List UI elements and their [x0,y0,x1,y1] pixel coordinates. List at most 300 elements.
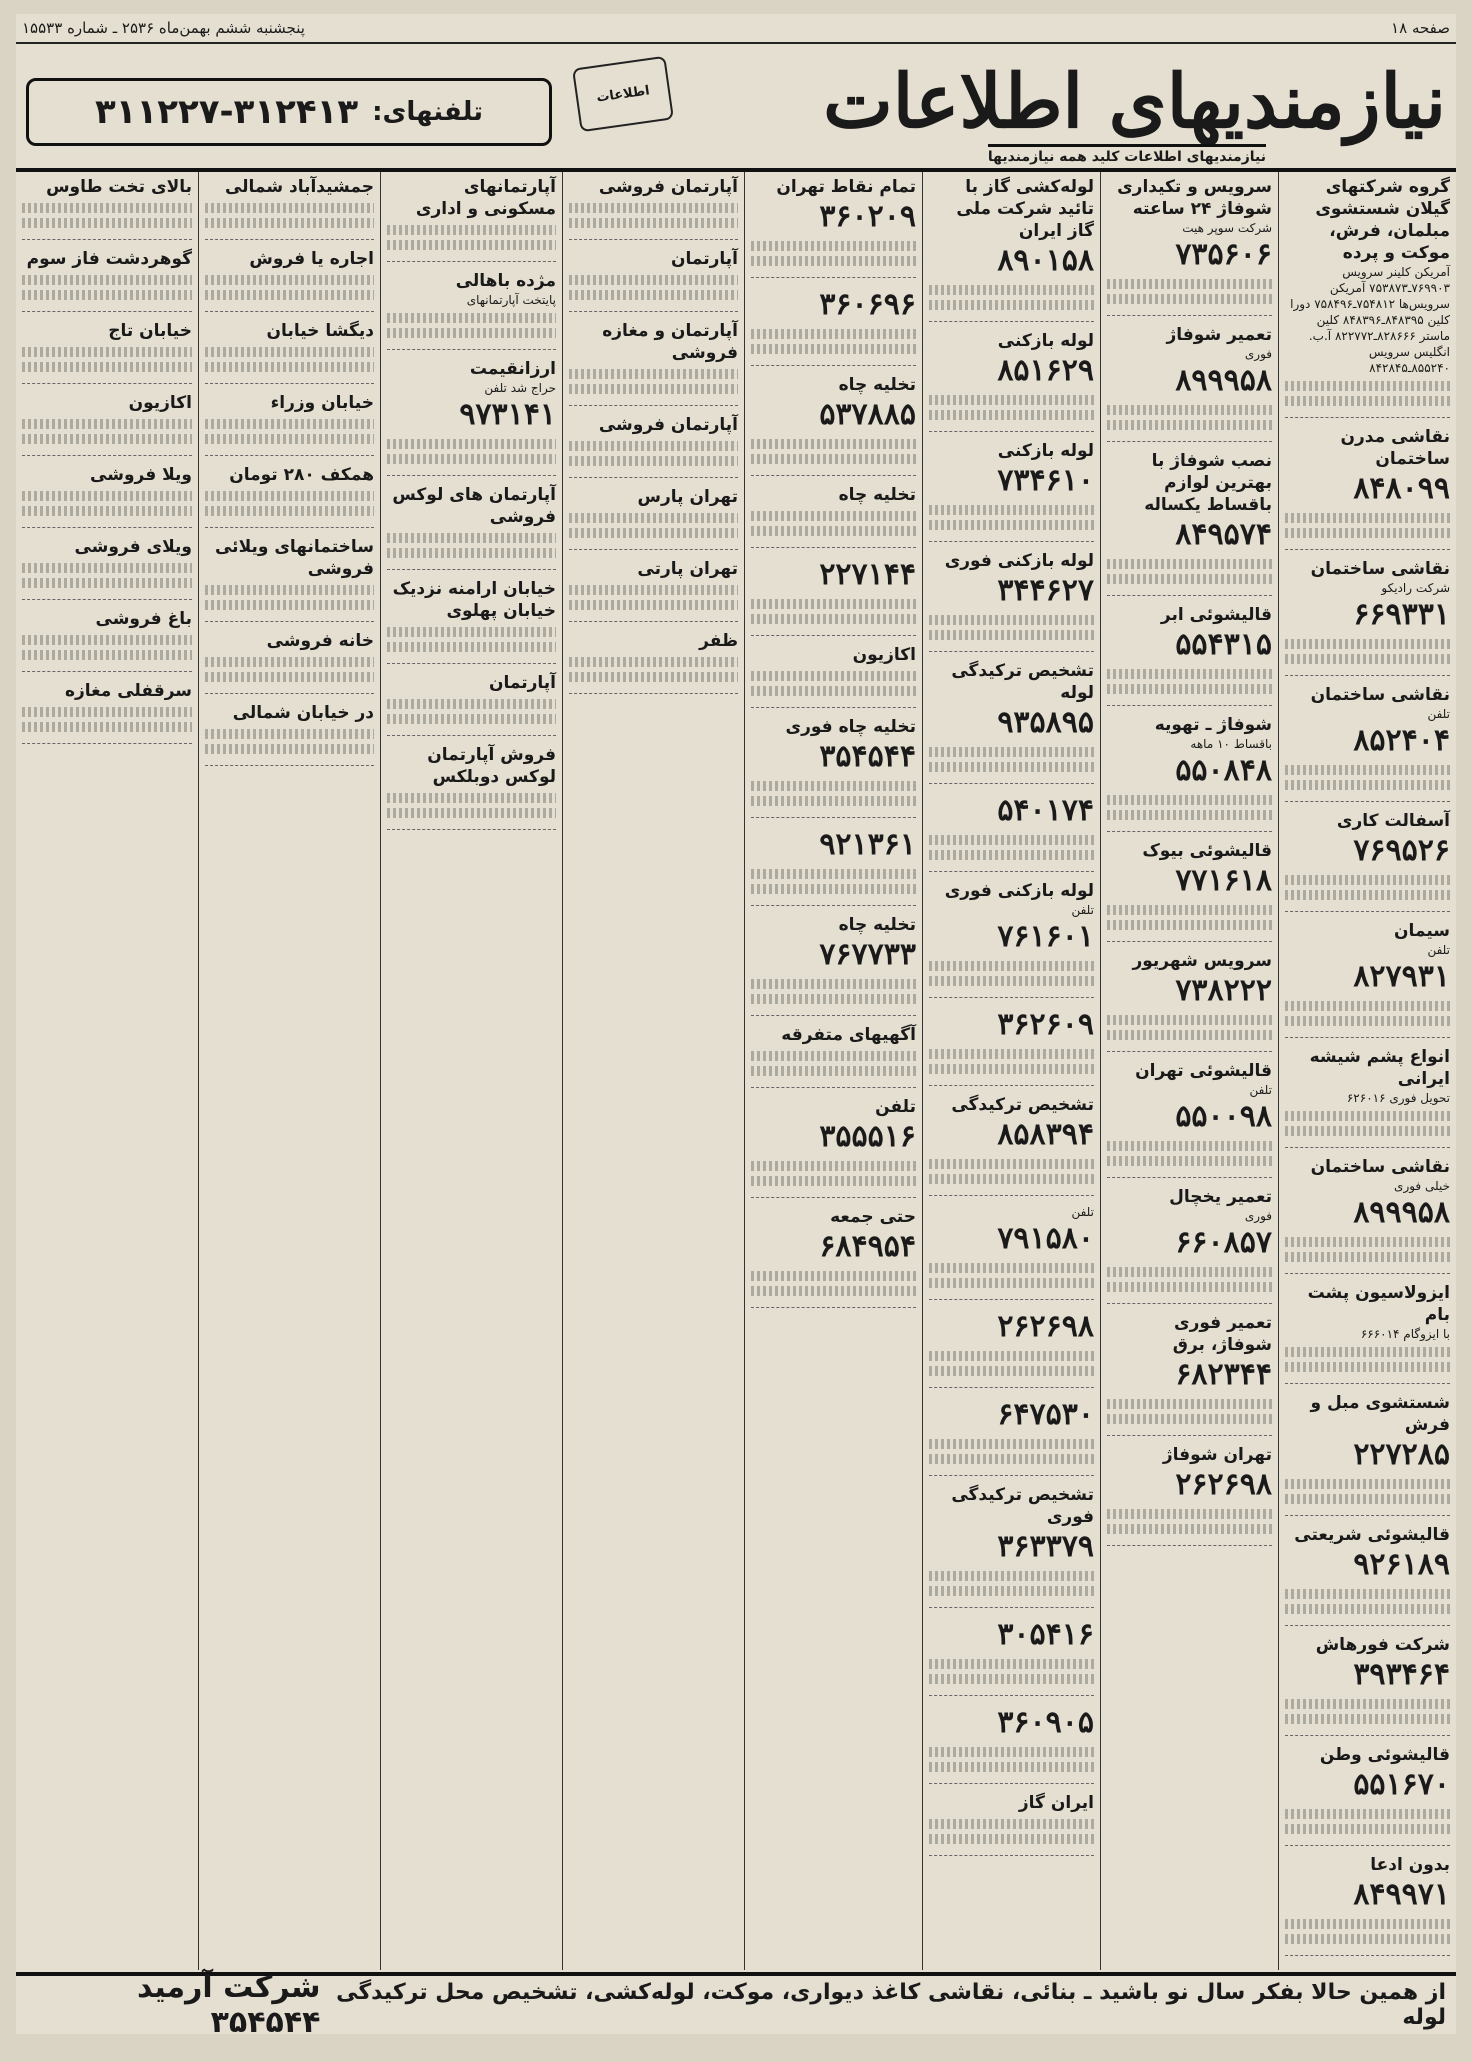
ad-body-lines [22,563,192,573]
ad-heading: تهران شوفاژ [1162,1445,1272,1465]
classified-ad [1285,176,1450,418]
ad-body-lines [751,671,916,681]
ad-text: تلفن [1249,1083,1272,1097]
ad-heading: نقاشی ساختمان [1310,685,1450,705]
ad-phone-number: ۸۹۹۹۵۸ [1353,1195,1450,1230]
ad-body-lines [929,520,1094,530]
ad-body-lines [1107,279,1272,289]
classified-ad [1285,1634,1450,1736]
classified-ad [22,536,192,600]
ad-body-lines [1107,669,1272,679]
classified-ad [205,536,374,622]
ad-text: با ایزوگام ۶۶۶۰۱۴ [1360,1327,1450,1341]
ad-heading: شوفاژ ـ تهویه [1154,715,1272,735]
ad-heading: آگهیهای متفرقه [781,1025,916,1045]
ad-body-lines [1107,574,1272,584]
ad-body-lines [205,290,374,300]
ad-heading: انواع پشم شیشه ایرانی [1309,1047,1450,1089]
ad-body-lines [929,630,1094,640]
ad-body-lines [751,1051,916,1061]
ad-phone-number: ۳۹۳۴۶۴ [1353,1657,1450,1692]
ad-body-lines [1107,294,1272,304]
ad-body-lines [1107,420,1272,430]
classified-ad [929,1704,1094,1784]
ad-body-lines [387,454,556,464]
classified-ad [929,660,1094,784]
ad-body-lines [1285,1479,1450,1489]
ad-body-lines [1285,1934,1450,1944]
ad-body-lines [569,585,738,595]
ad-phone-number: ۷۶۹۵۲۶ [1353,833,1450,868]
ad-phone-number: ۸۲۷۹۳۱ [1353,959,1450,994]
ad-body-lines [1285,1604,1450,1614]
ad-body-lines [569,384,738,394]
ad-heading: خانه فروشی [266,631,374,651]
issue-date: پنجشنبه ششم بهمن‌ماه ۲۵۳۶ ـ شماره ۱۵۵۳۳ [22,19,305,37]
ad-heading: حتی جمعه [830,1207,916,1227]
classified-ad [1285,1744,1450,1846]
classified-ad [1107,840,1272,942]
ad-phone-number: ۵۵۴۳۱۵ [1175,627,1272,662]
ad-heading: تهران پارس [637,487,738,507]
ad-body-lines [22,578,192,588]
classified-ad [387,484,556,570]
classified-ad [1285,1156,1450,1274]
ad-heading: نصب شوفاژ با بهترین لوازم باقساط یکساله [1144,451,1272,515]
ad-body-lines [751,511,916,521]
ad-heading: تعمیر فوری شوفاژ، برق [1172,1313,1272,1355]
classified-ad [1285,1046,1450,1148]
ad-heading: آپارتمانهای مسکونی و اداری [415,177,556,219]
ad-phone-number: ۸۴۹۵۷۴ [1175,517,1272,552]
ad-body-lines [751,994,916,1004]
ad-body-lines [569,657,738,667]
ad-body-lines [751,329,916,339]
ad-phone-number: ۳۶۰۶۹۶ [819,287,916,322]
classified-ad [387,270,556,350]
classified-ad [205,248,374,312]
classified-ad [569,630,738,694]
ad-body-lines [751,884,916,894]
classified-ad [751,1096,916,1198]
masthead-subtitle: نیازمندیهای اطلاعات کلید همه نیازمندیها [988,144,1266,165]
ad-body-lines [751,256,916,266]
ad-heading: آسفالت کاری [1336,811,1450,831]
ad-body-lines [22,506,192,516]
ad-body-lines [929,1571,1094,1581]
masthead [16,48,1456,172]
ad-text: تحویل فوری ۶۲۶۰۱۶ [1346,1091,1450,1105]
ad-heading: نقاشی مدرن ساختمان [1340,427,1450,469]
ad-body-lines [929,1674,1094,1684]
emblem-logo: اطلاعات [572,56,674,132]
ad-heading: سرویس شهریور [1132,951,1272,971]
classified-ad [929,550,1094,652]
ad-body-lines [751,869,916,879]
ad-body-lines [929,1454,1094,1464]
page-number: صفحه ۱۸ [1391,19,1450,37]
ad-heading: تخلیه چاه [838,485,916,505]
ad-body-lines [1285,1252,1450,1262]
ad-heading: آپارتمان فروشی [598,177,738,197]
ad-phone-number: ۹۲۶۱۸۹ [1353,1547,1450,1582]
ad-body-lines [569,275,738,285]
ad-text: باقساط ۱۰ ماهه [1190,737,1272,751]
ad-body-lines [929,976,1094,986]
ad-phone-number: ۷۹۱۵۸۰ [997,1221,1094,1256]
ad-body-lines [1107,1399,1272,1409]
ad-body-lines [22,491,192,501]
classified-ad [1107,1312,1272,1436]
classified-ad [1285,1282,1450,1384]
ad-body-lines [1285,1001,1450,1011]
ad-text: حراج شد تلفن [484,381,556,395]
ad-heading: لوله بازکنی [997,331,1094,351]
ad-body-lines [205,347,374,357]
ad-column [1278,172,1456,1970]
ad-phone-number: ۵۳۷۸۸۵ [819,397,916,432]
ad-heading: تخلیه چاه فوری [785,717,916,737]
ad-heading: ویلا فروشی [90,465,192,485]
classified-ad [569,176,738,240]
ad-heading: تشخیص ترکیدگی [951,1095,1094,1115]
classified-ad [1107,450,1272,596]
ad-text: تلفن [1071,903,1094,917]
classified-ad [751,826,916,906]
classified-ad [387,578,556,664]
classified-ad [751,1206,916,1308]
classified-ad [929,1396,1094,1476]
footer-message: از همین حالا بفکر سال نو باشید ـ بنائی، نقاشی کاغذ دیواری، موکت، لوله‌کشی، تشخیص محل ترکیدگی لوله [336,1980,1446,2030]
ad-heading: ایزولاسیون پشت بام [1307,1283,1450,1325]
ad-phone-number: ۸۵۸۳۹۴ [997,1117,1094,1152]
ad-heading: گوهردشت فاز سوم [26,249,192,269]
ad-column [1100,172,1278,1970]
ad-body-lines [929,615,1094,625]
ad-heading: قالیشوئی وطن [1319,1745,1450,1765]
classified-ad [1107,1060,1272,1178]
ad-heading: لوله بازکنی فوری [944,551,1094,571]
ad-body-lines [387,793,556,803]
ad-body-lines [929,395,1094,405]
ad-heading: خیابان تاج [108,321,192,341]
ad-heading: ارزانقیمت [469,359,556,379]
ad-body-lines [22,203,192,213]
ad-column [562,172,744,1970]
ad-body-lines [205,434,374,444]
ad-body-lines [1107,1282,1272,1292]
ad-heading: آپارتمان [670,249,738,269]
ad-body-lines [929,1049,1094,1059]
ad-body-lines [929,1586,1094,1596]
ad-body-lines [22,362,192,372]
classified-ad [1285,558,1450,676]
ad-heading: قالیشوئی تهران [1135,1061,1272,1081]
ad-heading: تخلیه چاه [838,375,916,395]
ad-heading: شستشوی مبل و فرش [1310,1393,1450,1435]
ad-body-lines [751,1176,916,1186]
ad-column [380,172,562,1970]
ad-body-lines [1285,528,1450,538]
ad-body-lines [387,240,556,250]
ad-heading: نقاشی ساختمان [1310,1157,1450,1177]
ad-body-lines [1107,1414,1272,1424]
classified-ad [751,484,916,548]
ad-body-lines [1285,654,1450,664]
ad-body-lines [929,1174,1094,1184]
ad-heading: قالیشوئی ابر [1160,605,1272,625]
ad-body-lines [569,441,738,451]
ad-body-lines [569,672,738,682]
ad-phone-number: ۶۸۴۹۵۴ [819,1229,916,1264]
classified-ad [1107,1186,1272,1304]
ad-heading: شرکت فورهاش [1315,1635,1450,1655]
ad-phone-number: ۹۲۱۳۶۱ [819,827,916,862]
ad-body-lines [751,526,916,536]
classified-ad [387,176,556,262]
ad-body-lines [929,1834,1094,1844]
classified-ad [929,792,1094,872]
ad-body-lines [1107,1015,1272,1025]
ad-columns [16,172,1456,1970]
classified-ad [751,644,916,708]
classified-ad [387,358,556,476]
classified-ad [1285,1524,1450,1626]
ad-body-lines [1107,920,1272,930]
ad-body-lines [205,585,374,595]
ad-column [198,172,380,1970]
ad-body-lines [1285,1824,1450,1834]
ad-body-lines [929,505,1094,515]
classified-ad [387,672,556,736]
ad-body-lines [387,548,556,558]
ad-heading: اکازیون [852,645,916,665]
ad-text: فوری [1244,347,1272,361]
ad-body-lines [22,707,192,717]
ad-body-lines [205,491,374,501]
classified-ad [1285,920,1450,1038]
ad-body-lines [929,1064,1094,1074]
ad-body-lines [1107,795,1272,805]
ad-body-lines [22,722,192,732]
classified-ad [205,320,374,384]
ad-body-lines [751,781,916,791]
classified-ad [569,248,738,312]
ad-heading: در خیابان شمالی [232,703,374,723]
classified-ad [1107,1444,1272,1546]
ad-heading: سیمان [1394,921,1450,941]
classified-ad [22,176,192,240]
ad-phone-number: ۵۵۱۶۷۰ [1353,1767,1450,1802]
ad-body-lines [1285,1111,1450,1121]
ad-heading: سرقفلی مغازه [64,681,192,701]
ad-body-lines [929,1659,1094,1669]
ad-body-lines [569,203,738,213]
ad-body-lines [929,1159,1094,1169]
ad-body-lines [1285,1237,1450,1247]
ad-body-lines [1107,1141,1272,1151]
classified-ad [751,716,916,818]
ad-phone-number: ۷۳۸۲۲۲ [1175,973,1272,1008]
ad-body-lines [1285,765,1450,775]
classified-ad [569,320,738,406]
classified-ad [22,680,192,744]
ad-phone-number: ۷۳۵۶۰۶ [1175,237,1272,272]
ad-body-lines [929,850,1094,860]
ad-body-lines [929,1819,1094,1829]
ad-body-lines [751,1066,916,1076]
ad-body-lines [569,369,738,379]
ad-body-lines [205,218,374,228]
ad-body-lines [22,218,192,228]
classified-ad [1285,810,1450,912]
classified-ad [929,1616,1094,1696]
top-line [16,14,1456,44]
ad-body-lines [1285,780,1450,790]
ad-body-lines [22,419,192,429]
classified-ad [929,176,1094,322]
ad-phone-number: ۷۶۱۶۰۱ [997,919,1094,954]
ad-body-lines [1285,1919,1450,1929]
ad-phone-number: ۶۸۲۳۴۴ [1175,1357,1272,1392]
ad-body-lines [751,454,916,464]
ad-body-lines [1285,1714,1450,1724]
ad-heading: آپارتمان فروشی [598,415,738,435]
classified-ad [929,1484,1094,1608]
ad-phone-number: ۳۶۲۶۰۹ [997,1007,1094,1042]
ad-heading: تعمیر یخچال [1169,1187,1272,1207]
ad-phone-number: ۸۴۸۰۹۹ [1353,471,1450,506]
ad-heading: قالیشوئی شریعتی [1294,1525,1450,1545]
ad-heading: لوله بازکنی [997,441,1094,461]
classified-ad [1107,176,1272,316]
ad-body-lines [205,362,374,372]
ad-phone-number: ۹۷۳۱۴۱ [459,397,556,432]
ad-body-lines [569,528,738,538]
classified-ad [569,414,738,478]
ad-heading: سرویس و تکیداری شوفاژ ۲۴ ساعته [1117,177,1272,219]
ad-body-lines [929,1747,1094,1757]
ad-body-lines [22,434,192,444]
ad-heading: تخلیه چاه [838,915,916,935]
ad-phone-number: ۵۴۰۱۷۴ [997,793,1094,828]
ad-phone-number: ۸۵۱۶۲۹ [997,353,1094,388]
ad-body-lines [569,513,738,523]
ad-body-lines [387,627,556,637]
ad-text: پایتخت آپارتمانهای [466,293,556,307]
ad-heading: تعمیر شوفاژ [1166,325,1272,345]
ad-body-lines [929,762,1094,772]
ad-phone-number: ۳۵۵۵۱۶ [819,1119,916,1154]
ad-phone-number: ۷۶۷۷۳۳ [819,937,916,972]
ad-heading: بدون ادعا [1370,1855,1450,1875]
newspaper-page [16,14,1456,2040]
ad-heading: جمشیدآباد شمالی [224,177,374,197]
ad-phone-number: ۵۵۰۸۴۸ [1175,753,1272,788]
ad-column [16,172,198,1970]
ad-body-lines [1107,1267,1272,1277]
classified-ad [205,176,374,240]
ad-body-lines [929,285,1094,295]
ad-body-lines [751,1161,916,1171]
ad-body-lines [929,1366,1094,1376]
ad-body-lines [751,241,916,251]
classified-ad [751,556,916,636]
ad-body-lines [387,808,556,818]
ad-body-lines [929,410,1094,420]
phones-box [26,78,552,146]
classified-ad [22,608,192,672]
classified-ad [929,880,1094,998]
ad-body-lines [1107,810,1272,820]
ad-body-lines [22,347,192,357]
classified-ad [929,1792,1094,1856]
ad-body-lines [929,747,1094,757]
classified-ad [22,392,192,456]
ad-body-lines [569,600,738,610]
ad-body-lines [929,300,1094,310]
ad-phone-number: ۸۵۲۴۰۴ [1353,723,1450,758]
ad-heading: همکف ۲۸۰ تومان [229,465,374,485]
classified-ad [569,558,738,622]
classified-ad [751,286,916,366]
masthead-title: نیازمندیهای اطلاعات [823,59,1446,145]
ad-body-lines [1285,1699,1450,1709]
ad-body-lines [929,961,1094,971]
ad-body-lines [1285,381,1450,391]
ad-phone-number: ۳۴۴۶۲۷ [997,573,1094,608]
ad-body-lines [1285,1809,1450,1819]
classified-ad [22,464,192,528]
ad-body-lines [1107,1156,1272,1166]
ad-heading: تشخیص ترکیدگی لوله [951,661,1094,703]
ad-phone-number: ۳۶۰۲۰۹ [819,199,916,234]
classified-ad [751,1024,916,1088]
ad-body-lines [751,614,916,624]
phones-number: ۳۱۱۲۲۷-۳۱۲۴۱۳ [95,92,359,132]
classified-ad [1285,684,1450,802]
ad-heading: فروش آپارتمان لوکس دوبلکس [427,745,556,787]
ad-body-lines [387,699,556,709]
ad-body-lines [1107,405,1272,415]
ad-body-lines [387,533,556,543]
classified-ad [387,744,556,830]
ad-body-lines [1285,513,1450,523]
classified-ad [929,330,1094,432]
ad-heading: ویلای فروشی [74,537,192,557]
classified-ad [751,914,916,1016]
ad-body-lines [205,600,374,610]
ad-body-lines [1285,1494,1450,1504]
ad-body-lines [929,835,1094,845]
ad-body-lines [1285,1126,1450,1136]
ad-body-lines [387,328,556,338]
ad-body-lines [387,714,556,724]
ad-heading: آپارتمان [488,673,556,693]
ad-heading: لوله‌کشی گاز با تائید شرکت ملی گاز ایران [956,177,1094,241]
classified-ad [205,392,374,456]
ad-heading: اجاره یا فروش [249,249,374,269]
classified-ad [1107,604,1272,706]
ad-body-lines [22,650,192,660]
ad-phone-number: ۹۳۵۸۹۵ [997,705,1094,740]
ad-body-lines [751,796,916,806]
classified-ad [929,1204,1094,1300]
ad-text: تلفن [1427,707,1450,721]
ad-text: فوری [1244,1209,1272,1223]
ad-heading: تهران پارتی [637,559,738,579]
ad-body-lines [1285,1362,1450,1372]
